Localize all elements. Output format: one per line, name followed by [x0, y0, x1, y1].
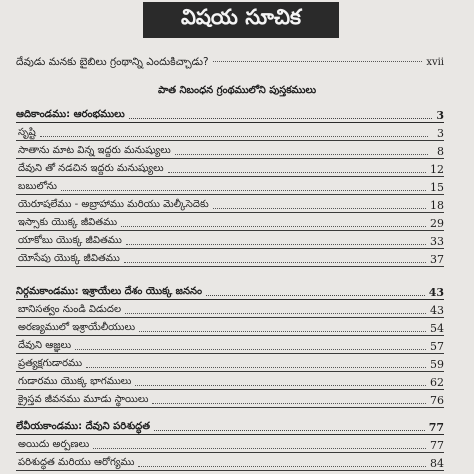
- toc-entry: [16, 354, 444, 372]
- entry-page-number: 33: [430, 235, 444, 248]
- dot-leader: [125, 313, 426, 314]
- toc-entry: [16, 141, 444, 159]
- entry-page-number: 8: [437, 145, 444, 158]
- entry-page-number: 77: [430, 439, 444, 452]
- dot-leader: [129, 118, 433, 119]
- toc-entry: [16, 195, 444, 213]
- entry-page-number: 3: [437, 127, 444, 140]
- intro-page-number: xvii: [426, 57, 444, 68]
- entry-page-number: 76: [430, 394, 444, 407]
- dot-leader: [139, 331, 426, 332]
- entry-title: ఇస్సాకు యొక్క జీవితము: [18, 217, 118, 228]
- entry-title: ప్రత్యక్షగుడారము: [18, 358, 83, 369]
- book-exodus: [16, 285, 444, 408]
- toc-entry: [16, 177, 444, 195]
- dot-leader: [135, 385, 426, 386]
- dot-leader: [213, 208, 426, 209]
- toc-entry: [16, 249, 444, 267]
- book-name: నిర్గమకాండము: ఇశ్రాయేలు దేశం యొక్క జననం: [16, 286, 203, 297]
- intro-text: దేవుడు మనకు బైబిలు గ్రంథాన్ని ఎందుకిచ్చాడు?: [16, 56, 209, 68]
- book-page-number: 3: [436, 109, 444, 122]
- intro-entry: [16, 56, 444, 71]
- book-leviticus: [16, 420, 444, 471]
- dot-leader: [168, 172, 426, 173]
- entry-title: యెరూషలేము - అబ్రాహాము మరియు మెల్కీసెదెకు: [18, 199, 209, 210]
- toc-entry: [16, 231, 444, 249]
- dot-leader: [175, 154, 428, 155]
- entry-title: అయిదు అర్పణలు: [18, 439, 90, 450]
- entry-page-number: 62: [430, 376, 444, 389]
- dot-leader: [154, 430, 425, 431]
- entry-title: క్రైస్తవ జీవనము మూడు స్థాయిలు: [18, 394, 149, 405]
- entry-page-number: 57: [430, 340, 444, 353]
- dot-leader: [206, 295, 425, 296]
- entry-title: అరణ్యములో ఇశ్రాయేలీయులు: [18, 322, 136, 333]
- section-heading: పాత నిబంధన గ్రంథములోని పుస్తకములు: [157, 85, 317, 96]
- entry-title: గుడారము యొక్క భాగములు: [18, 376, 132, 387]
- entry-page-number: 54: [430, 322, 444, 335]
- dot-leader: [93, 448, 426, 449]
- dot-leader: [152, 403, 426, 404]
- entry-title: దేవుని ఆజ్ఞలు: [18, 340, 72, 351]
- book-heading: [16, 420, 444, 435]
- toc-entry: [16, 453, 444, 471]
- book-heading: [16, 285, 444, 300]
- entry-page-number: 84: [430, 457, 444, 470]
- book-heading: [16, 108, 444, 123]
- contents-title: విషయ సూచిక: [143, 2, 339, 38]
- toc-entry: [16, 213, 444, 231]
- toc-entry: [16, 318, 444, 336]
- entry-page-number: 37: [430, 253, 444, 266]
- toc-entry: [16, 372, 444, 390]
- entry-page-number: 15: [430, 181, 444, 194]
- book-page-number: 77: [428, 421, 444, 434]
- entry-page-number: 12: [430, 163, 444, 176]
- entry-title: యోసేపు యొక్క జీవితము: [18, 253, 120, 264]
- book-name: లేవీయకాండము: దేవుని పరిశుద్ధత: [16, 421, 150, 432]
- entry-page-number: 59: [430, 358, 444, 371]
- book-page-number: 43: [428, 286, 444, 299]
- toc-entry: [16, 123, 444, 141]
- toc-entry: [16, 336, 444, 354]
- toc-entry: [16, 159, 444, 177]
- entry-page-number: 18: [430, 199, 444, 212]
- entry-title: యాకోబు యొక్క జీవితము: [18, 235, 122, 246]
- entry-title: దేవుని తో నడచిన ఇద్దరు మనుష్యులు: [18, 163, 164, 174]
- dot-leader: [75, 349, 426, 350]
- dot-leader: [126, 244, 426, 245]
- dot-leader: [121, 226, 426, 227]
- toc-entry: [16, 435, 444, 453]
- dot-leader: [124, 262, 426, 263]
- dot-leader: [138, 466, 426, 467]
- entry-title: సృష్టి: [18, 127, 36, 138]
- toc-entry: [16, 390, 444, 408]
- entry-title: సాతాను మాట విన్న ఇద్దరు మనుష్యులు: [18, 145, 171, 156]
- entry-page-number: 29: [430, 217, 444, 230]
- dot-leader: [86, 367, 426, 368]
- dot-leader: [61, 190, 426, 191]
- entry-page-number: 43: [430, 304, 444, 317]
- dot-leader: [40, 136, 428, 137]
- entry-title: బానిసత్వం నుండి విడుదల: [18, 304, 122, 315]
- toc-entry: [16, 300, 444, 318]
- entry-title: పరిశుద్ధత మరియు ఆరోగ్యము: [18, 457, 135, 468]
- entry-title: బబులోను: [18, 181, 57, 192]
- book-name: ఆదికాండము: ఆరంభములు: [16, 109, 125, 120]
- book-genesis: [16, 108, 444, 267]
- dot-leader: [213, 61, 423, 62]
